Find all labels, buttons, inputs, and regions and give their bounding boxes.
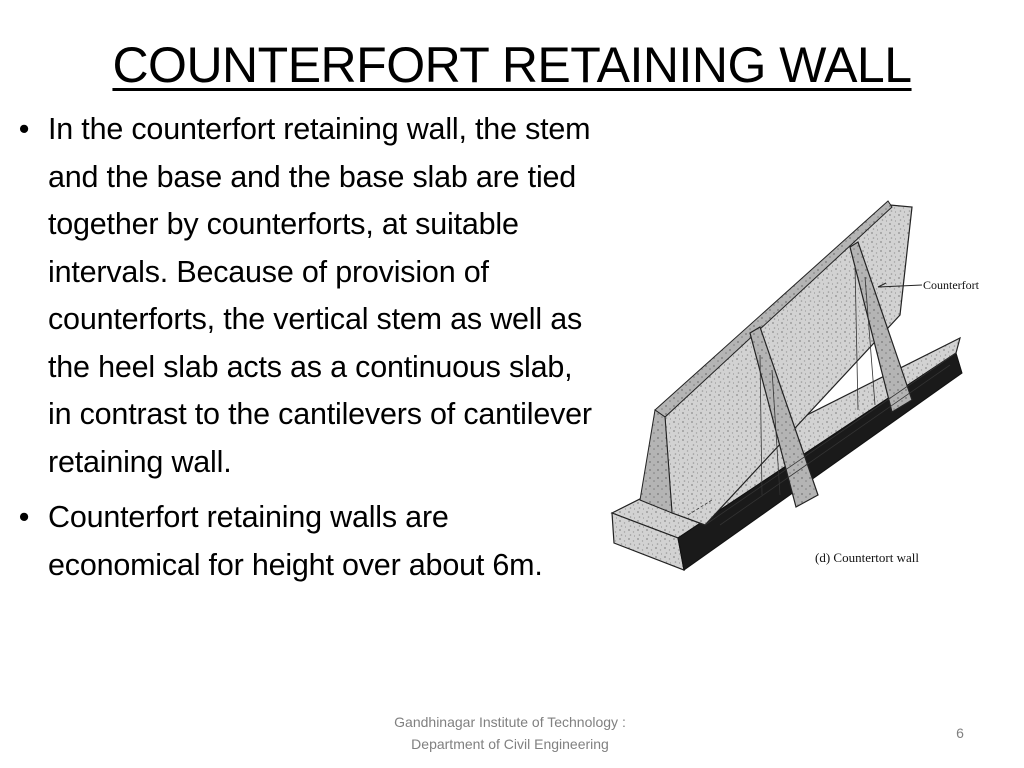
bullet-text-1: In the counterfort retaining wall, the stem and the base and the base slab are tied together by counterforts, at suitable intervals. Because of provision of counterforts, the vertical stem as well as the heel slab acts as a continuous slab, in contrast to the cantilevers of cantilever retaining wall. [48,112,592,479]
bullet-symbol: • [18,500,30,534]
bullet-item-1 [12,106,602,486]
footer-institute [360,711,660,755]
bullet-text-2: Counterfort retaining walls are economical for height over about 6m. [48,500,543,582]
figure-caption: (d) Countertort wall [815,550,919,565]
counterfort-wall-drawing [600,195,1000,605]
slide-title: COUNTERFORT RETAINING WALL [112,37,912,93]
counterfort-wall-figure [600,195,1000,605]
bullet-symbol: • [18,112,30,146]
bullet-item-2 [12,494,602,589]
bullet-list [12,106,602,589]
slide-number: 6 [956,725,964,741]
footer-institute-line1: Gandhinagar Institute of Technology : [394,714,626,730]
counterfort-label: Counterfort [923,278,979,292]
footer-institute-line2: Department of Civil Engineering [411,736,609,752]
